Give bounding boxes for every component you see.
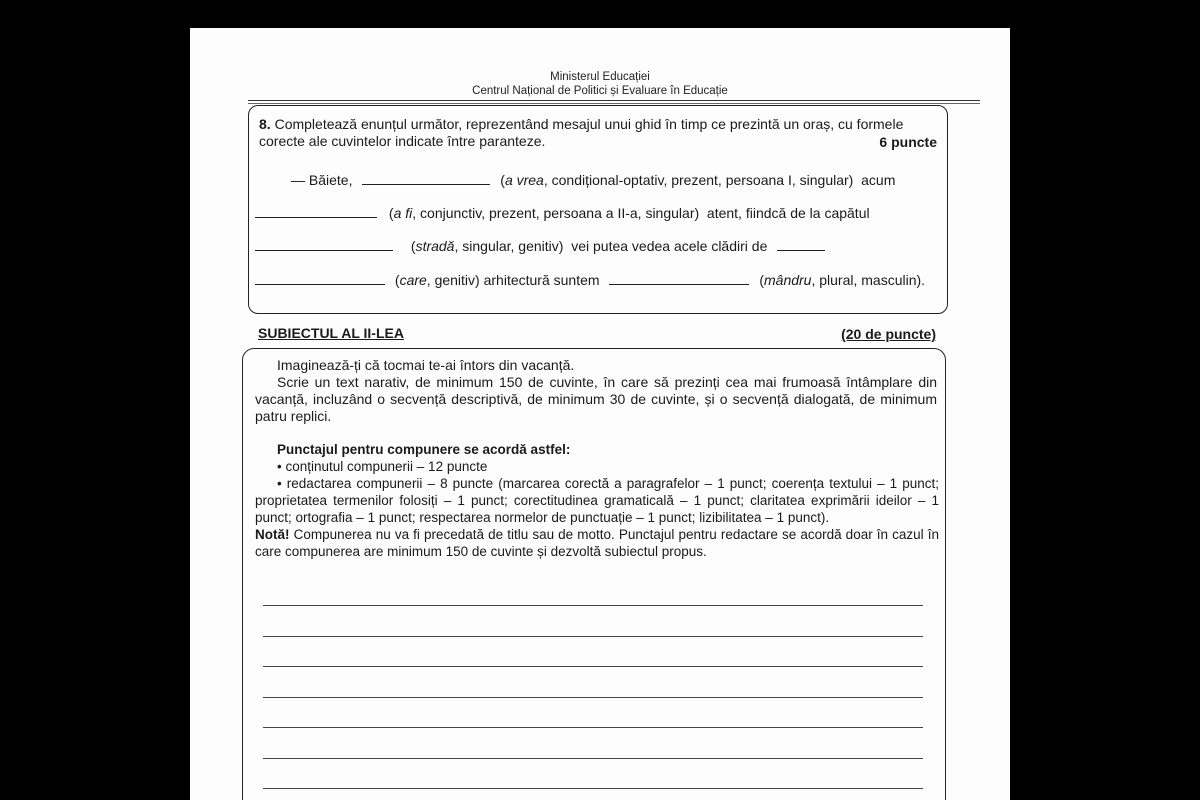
answer-blank-5[interactable]	[255, 270, 385, 285]
answer-blank-2[interactable]	[255, 203, 377, 218]
answer-blank-6[interactable]	[609, 270, 749, 285]
page-header	[190, 70, 1010, 98]
fill-line-4: (care, genitiv) arhitectură suntem (mândru, plural, masculin).	[255, 270, 925, 289]
line2-hint-rest: , conjunctiv, prezent, persoana a II-a, singular)	[412, 205, 700, 221]
nota-text: Compunerea nu va fi precedată de titlu sau de motto. Punctajul pentru redactare se acordă doar în cazul în care compunerea are minimum 150 de cuvinte și dezvoltă subiectul propus.	[255, 527, 939, 559]
line4-hint-rest: , genitiv) arhitectură suntem	[426, 272, 600, 288]
center-name: Centrul Național de Politici și Evaluare în Educație	[472, 85, 728, 97]
question-8-box	[248, 105, 948, 314]
line1-start: — Băiete,	[291, 172, 353, 188]
fill-line-3: (stradă, singular, genitiv) vei putea vedea acele clădiri de	[255, 236, 825, 255]
answer-blank-4[interactable]	[777, 236, 825, 251]
writing-line[interactable]	[263, 727, 923, 728]
line4-hint-word: care	[399, 272, 427, 288]
writing-line[interactable]	[263, 697, 923, 698]
line4-hint2-word: mândru	[764, 272, 812, 288]
intro-line-2: Scrie un text narativ, de minimum 150 de cuvinte, în care să prezinți cea mai frumoasă întâmplare din vacanță, incluzând o secvență descriptivă, de minimum 30 de cuvinte, și o secvență dialogată, de minimum patru replici.	[255, 374, 937, 424]
subject-2-intro	[255, 357, 937, 425]
line3-end: vei putea vedea acele clădiri de	[571, 238, 768, 254]
nota-label: Notă!	[255, 527, 290, 542]
intro-line-1: Imaginează-ți că tocmai te-ai întors din vacanță.	[277, 357, 575, 373]
writing-line[interactable]	[263, 758, 923, 759]
line2-hint-word: a fi	[393, 205, 413, 221]
question-text: Completează enunțul următor, reprezentând mesajul unui ghid în timp ce prezintă un oraș, cu formele corecte ale cuvintelor indicate între paranteze.	[259, 116, 904, 149]
scoring-section	[255, 441, 939, 560]
line1-hint-word: a vrea	[504, 172, 544, 188]
subject-2-title: SUBIECTUL AL II-LEA	[258, 325, 404, 341]
fill-line-1: — Băiete, (a vrea, condițional-optativ, prezent, persoana I, singular) acum	[291, 172, 896, 188]
line3-hint-rest: , singular, genitiv)	[454, 238, 564, 254]
scoring-bullet-writing-text: • redactarea compunerii – 8 puncte (marcarea corectă a paragrafelor – 1 punct; coerența textului – 1 punct; proprietatea termenilor folosiți – 1 punct; corectitudinea gramaticală – 1 punct; claritatea exprimării ideilor – 1 punct; ortografia – 1 punct; respectarea normelor de punctuație – 1 punct; lizibilitatea – 1 punct).	[255, 476, 939, 525]
scoring-title: Punctajul pentru compunere se acordă astfel:	[277, 442, 571, 457]
line1-hint-rest: , condițional-optativ, prezent, persoana I, singular)	[543, 172, 854, 188]
subject-2-points: (20 de puncte)	[841, 326, 936, 342]
answer-blank-1[interactable]	[362, 170, 490, 185]
line1-end: acum	[861, 172, 896, 188]
answer-blank-3[interactable]	[255, 236, 393, 251]
line3-hint-word: stradă	[415, 238, 455, 254]
writing-line[interactable]	[263, 666, 923, 667]
subject-2-box	[242, 348, 946, 800]
exam-page	[190, 28, 1010, 800]
scoring-bullet-writing	[255, 475, 939, 526]
writing-line[interactable]	[263, 605, 923, 606]
writing-line[interactable]	[263, 636, 923, 637]
line2-end: atent, fiindcă de la capătul	[706, 205, 870, 221]
ministry-name: Ministerul Educației	[550, 71, 650, 83]
header-rule-secondary	[248, 103, 980, 104]
nota	[255, 526, 939, 560]
question-number: 8.	[259, 116, 271, 132]
question-8-instruction	[259, 116, 943, 150]
scoring-bullet-content: • conținutul compunerii – 12 puncte	[277, 459, 488, 474]
header-rule	[248, 100, 980, 101]
line4-hint2-rest: , plural, masculin).	[811, 272, 926, 288]
question-8-points: 6 puncte	[879, 134, 937, 150]
writing-line[interactable]	[263, 788, 923, 789]
fill-line-2: (a fi, conjunctiv, prezent, persoana a II-a, singular) atent, fiindcă de la capătul	[255, 203, 870, 222]
